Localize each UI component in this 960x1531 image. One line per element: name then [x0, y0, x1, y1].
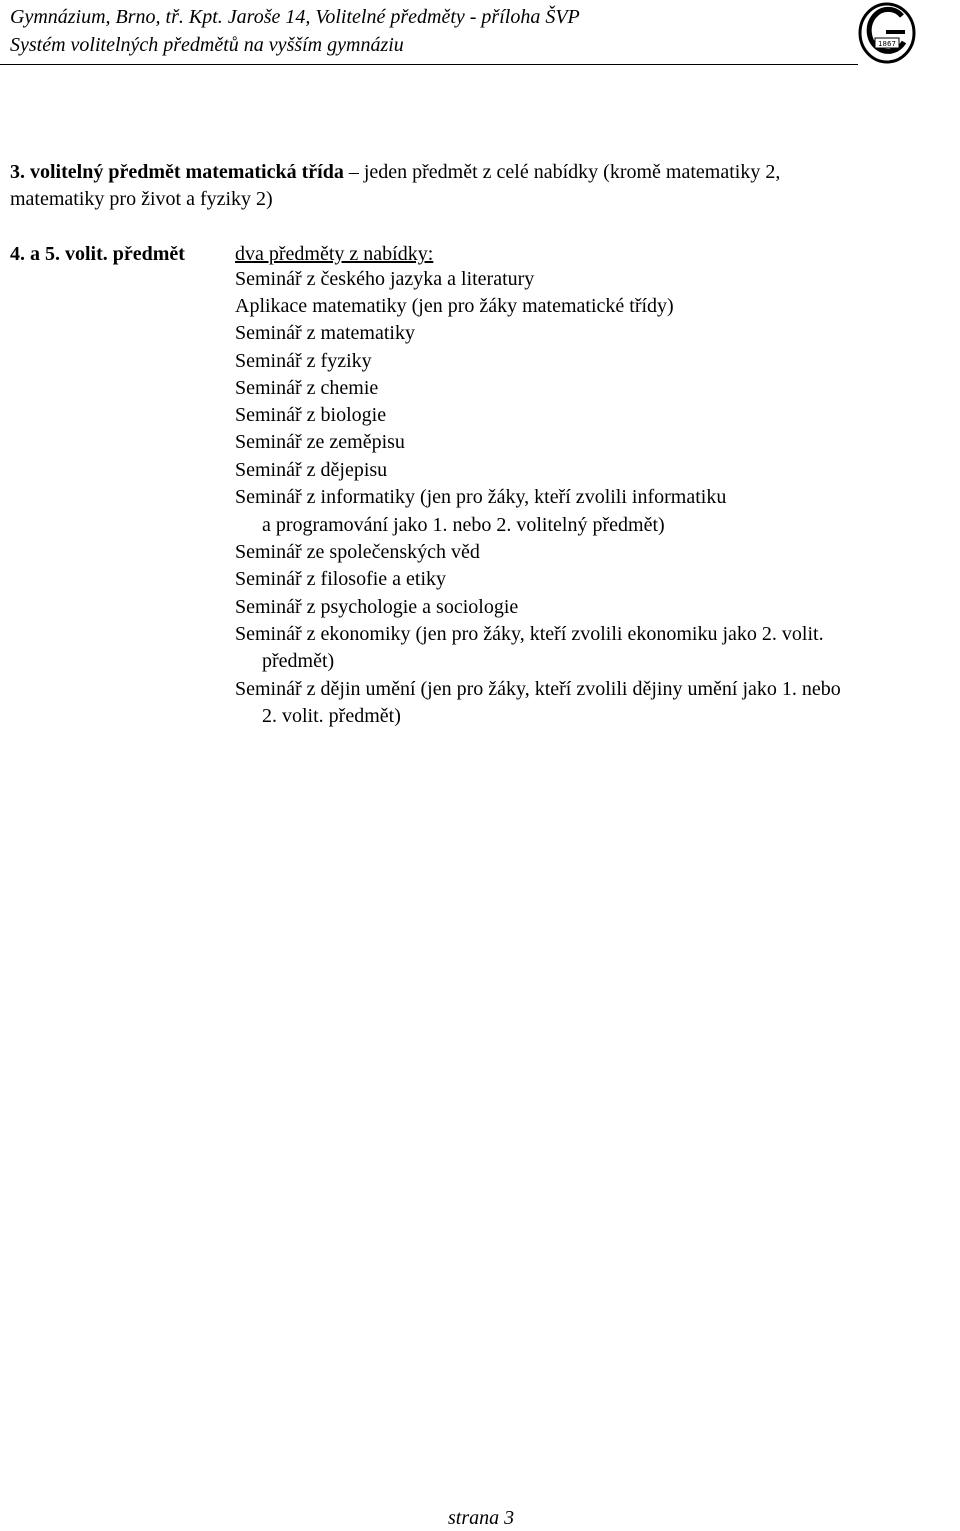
- list-item: Seminář z chemie: [235, 377, 379, 399]
- section3-line1: [10, 159, 780, 186]
- list-item: Seminář z matematiky: [235, 322, 415, 344]
- list-item: Seminář z dějepisu: [235, 459, 388, 481]
- list-item: Seminář z českého jazyka a literatury: [235, 268, 535, 290]
- header-divider: [0, 64, 858, 65]
- list-item: Seminář ze zeměpisu: [235, 431, 405, 453]
- section3-text-line1: jeden předmět z celé nabídky (kromě matematiky 2,: [363, 161, 781, 183]
- section3-text-line2: matematiky pro život a fyziky 2): [10, 188, 273, 210]
- section45-label: 4. a 5. volit. předmět: [10, 243, 185, 265]
- list-item: Seminář z dějin umění (jen pro žáky, kteří zvolili dějiny umění jako 1. nebo: [235, 678, 841, 700]
- header-subtitle: Systém volitelných předmětů na vyšším gymnáziu: [10, 34, 404, 56]
- section45-intro: dva předměty z nabídky:: [235, 243, 434, 265]
- list-item: Seminář z ekonomiky (jen pro žáky, kteří zvolili ekonomiku jako 2. volit.: [235, 623, 824, 645]
- logo-year-text: 1867: [878, 40, 896, 48]
- list-item: Seminář z psychologie a sociologie: [235, 596, 519, 618]
- section3-label: 3. volitelný předmět matematická třída: [10, 161, 344, 183]
- list-item-continuation: předmět): [262, 650, 335, 672]
- page-header: [0, 0, 960, 66]
- list-item: Seminář ze společenských věd: [235, 541, 480, 563]
- list-item: Aplikace matematiky (jen pro žáky matematické třídy): [235, 295, 674, 317]
- list-item: Seminář z filosofie a etiky: [235, 568, 447, 590]
- list-item-continuation: 2. volit. předmět): [262, 705, 401, 727]
- list-item: Seminář z biologie: [235, 404, 387, 426]
- school-logo: [856, 2, 918, 64]
- header-title: Gymnázium, Brno, tř. Kpt. Jaroše 14, Volitelné předměty - příloha ŠVP: [10, 6, 580, 28]
- list-item-continuation: a programování jako 1. nebo 2. volitelný předmět): [262, 514, 665, 536]
- page-number: strana 3: [448, 1507, 515, 1529]
- list-item: Seminář z informatiky (jen pro žáky, kteří zvolili informatiku: [235, 486, 727, 508]
- section3-dash: –: [343, 161, 364, 183]
- list-item: Seminář z fyziky: [235, 350, 372, 372]
